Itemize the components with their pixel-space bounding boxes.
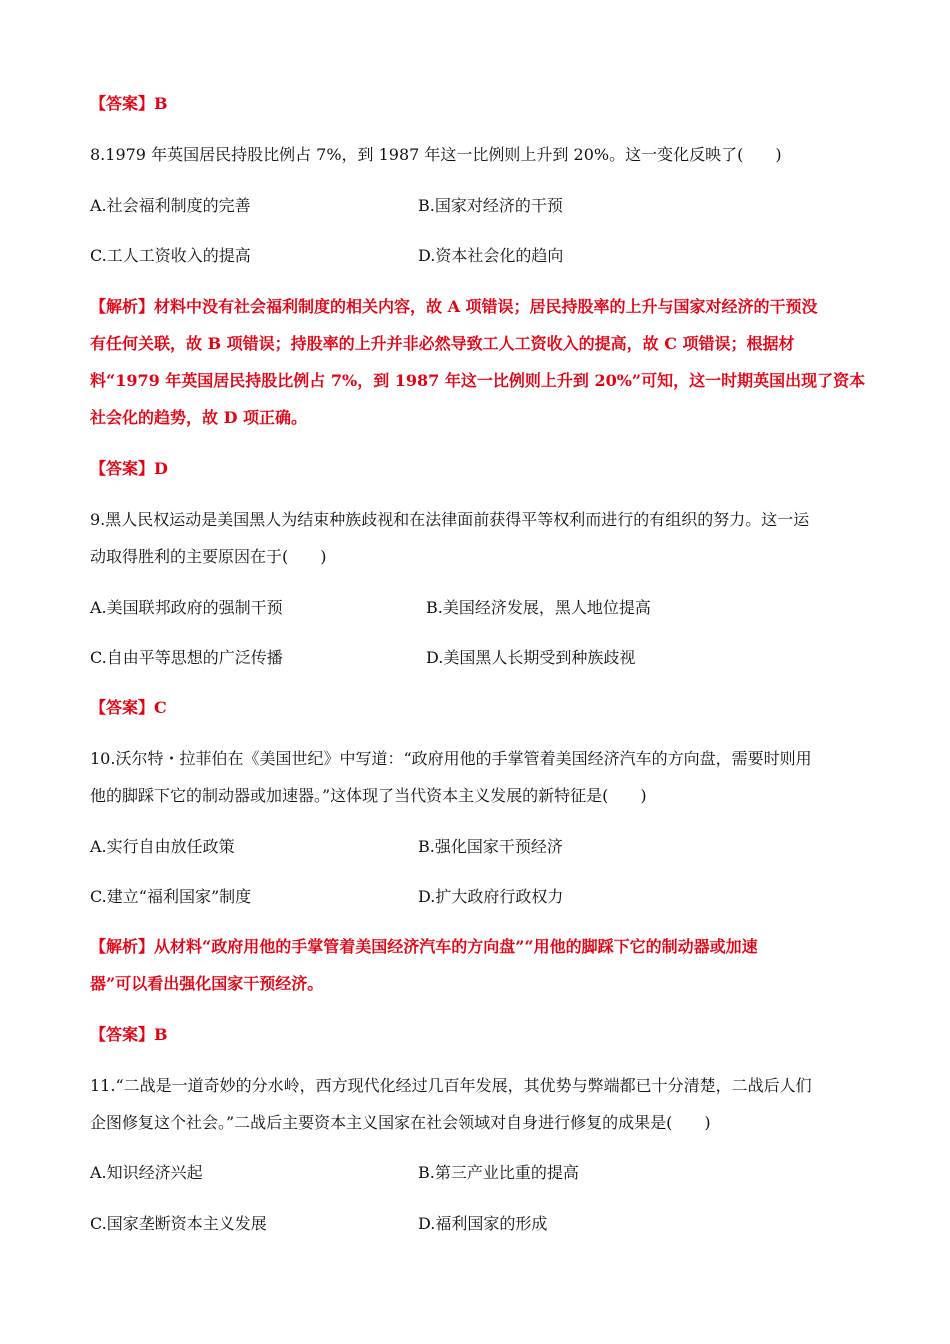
- question-10-option-b: B.强化国家干预经济: [418, 837, 563, 856]
- question-10-option-a: A.实行自由放任政策: [90, 837, 235, 856]
- question-11-option-b: B.第三产业比重的提高: [418, 1163, 579, 1182]
- question-9-option-d: D.美国黑人长期受到种族歧视: [426, 648, 636, 667]
- question-8-analysis-line-3: 料“1979 年英国居民持股比例占 7%，到 1987 年这一比例则上升到 20%”可知，这一时期英国出现了资本: [90, 371, 866, 390]
- question-9-stem-line-2: 动取得胜利的主要原因在于( ): [90, 547, 327, 566]
- question-9-option-a: A.美国联邦政府的强制干预: [90, 598, 283, 617]
- question-8-stem: 8.1979 年英国居民持股比例占 7%，到 1987 年这一比例则上升到 20%。这一变化反映了( ): [90, 145, 782, 164]
- question-11-option-d: D.福利国家的形成: [418, 1214, 548, 1233]
- question-10-option-c: C.建立“福利国家”制度: [90, 887, 252, 906]
- answer-9: 【答案】C: [90, 698, 167, 717]
- question-8-analysis-line-2: 有任何关联，故 B 项错误；持股率的上升并非必然导致工人工资收入的提高，故 C 项错误；根据材: [90, 334, 795, 353]
- question-10-analysis-line-1: 【解析】从材料“政府用他的手掌管着美国经济汽车的方向盘”“用他的脚踩下它的制动器或加速: [90, 937, 758, 956]
- question-9-option-c: C.自由平等思想的广泛传播: [90, 648, 283, 667]
- question-9-stem-line-1: 9.黑人民权运动是美国黑人为结束种族歧视和在法律面前获得平等权利而进行的有组织的努力。这一运: [90, 510, 810, 529]
- answer-8: 【答案】D: [90, 459, 168, 478]
- question-11-stem-line-1: 11.“二战是一道奇妙的分水岭，西方现代化经过几百年发展，其优势与弊端都已十分清楚，二战后人们: [90, 1076, 812, 1095]
- question-10-stem-line-1: 10.沃尔特・拉菲伯在《美国世纪》中写道：“政府用他的手掌管着美国经济汽车的方向盘，需要时则用: [90, 749, 812, 768]
- question-10-option-d: D.扩大政府行政权力: [418, 887, 564, 906]
- question-8-option-c: C.工人工资收入的提高: [90, 246, 251, 265]
- question-11-option-a: A.知识经济兴起: [90, 1163, 203, 1182]
- answer-10: 【答案】B: [90, 1025, 168, 1044]
- question-11-stem-line-2: 企图修复这个社会。”二战后主要资本主义国家在社会领域对自身进行修复的成果是( ): [90, 1113, 711, 1132]
- question-10-analysis-line-2: 器”可以看出强化国家干预经济。: [90, 974, 324, 993]
- question-10-stem-line-2: 他的脚踩下它的制动器或加速器。”这体现了当代资本主义发展的新特征是( ): [90, 786, 647, 805]
- question-11-option-c: C.国家垄断资本主义发展: [90, 1214, 267, 1233]
- question-8-analysis-line-1: 【解析】材料中没有社会福利制度的相关内容，故 A 项错误；居民持股率的上升与国家对经济的干预没: [90, 297, 818, 316]
- question-8-option-b: B.国家对经济的干预: [418, 196, 563, 215]
- question-9-option-b: B.美国经济发展，黑人地位提高: [426, 598, 651, 617]
- answer-7: 【答案】B: [90, 94, 168, 113]
- question-8-option-a: A.社会福利制度的完善: [90, 196, 251, 215]
- question-8-option-d: D.资本社会化的趋向: [418, 246, 564, 265]
- question-8-analysis-line-4: 社会化的趋势，故 D 项正确。: [90, 408, 308, 427]
